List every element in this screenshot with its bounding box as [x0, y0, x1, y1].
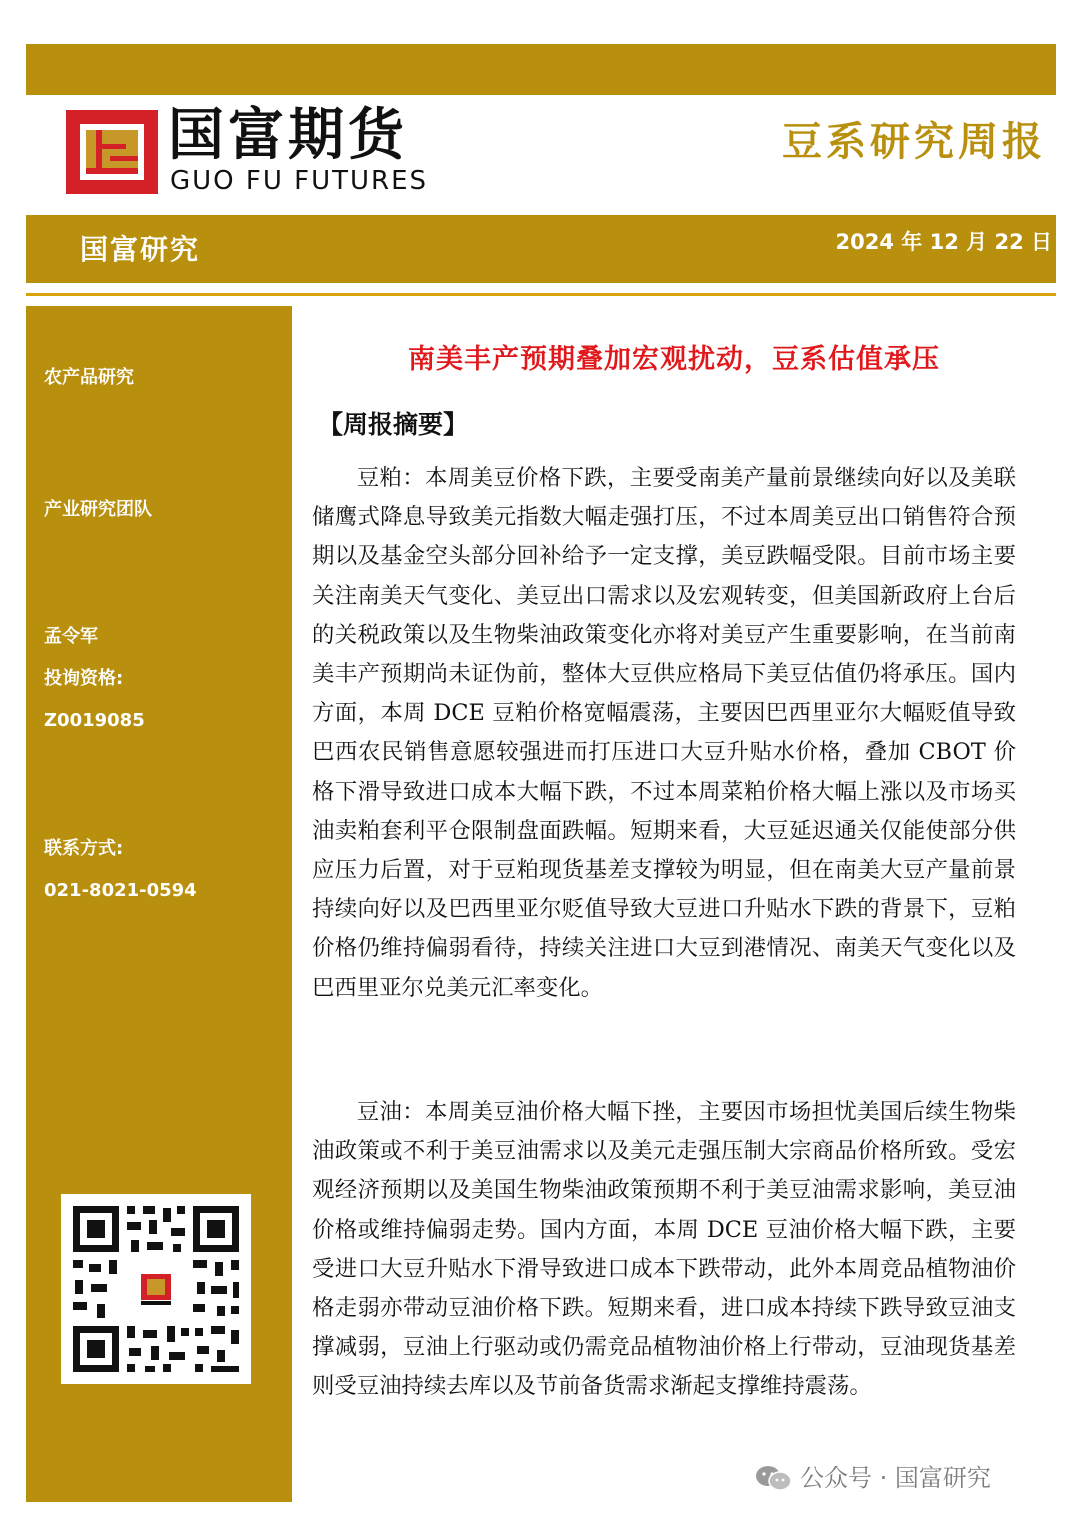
sidebar-team: 产业研究团队: [44, 499, 152, 520]
brand-name-en: GUO FU FUTURES: [170, 166, 429, 196]
wechat-icon: [754, 1464, 794, 1492]
guofu-logo-icon: [66, 110, 158, 194]
qualification-id: Z0019085: [44, 710, 145, 731]
qr-code-icon: [61, 1194, 251, 1384]
qr-code-card: [61, 1194, 251, 1384]
paragraph-soyoil: 豆油：本周美豆油价格大幅下挫，主要因市场担忧美国后续生物柴油政策或不利于美豆油需求以及美元走强压制大宗商品价格所致。受宏观经济预期以及美国生物柴油政策预期不利于美豆油需求影响，美豆油价格或维持偏弱走势。国内方面，本周 DCE 豆油价格大幅下跌，主要受进口大豆升贴水下滑导致进口成本下跌带动，此外本周竞品植物油价格走弱亦带动豆油价格下跌。短期来看，进口成本持续下跌导致豆油支撑减弱，豆油上行驱动或仍需竞品植物油价格上行带动，豆油现货基差则受豆油持续去库以及节前备货需求渐起支撑维持震荡。: [312, 1099, 1016, 1400]
brand-name-cn: 国富期货: [168, 103, 408, 168]
article-title: 南美丰产预期叠加宏观扰动，豆系估值承压: [408, 344, 940, 375]
qualification-label: 投询资格:: [44, 668, 124, 689]
report-date: 2024 年 12 月 22 日: [835, 230, 1052, 254]
header-top-bar: [26, 44, 1056, 95]
contact-label: 联系方式:: [44, 838, 124, 859]
divider-line: [26, 293, 1056, 296]
footer-watermark: 公众号 · 国富研究: [800, 1464, 991, 1492]
report-title: 豆系研究周报: [782, 118, 1046, 165]
paragraph-soymeal: 豆粕：本周美豆价格下跌，主要受南美产量前景继续向好以及美联储鹰式降息导致美元指数大幅走强打压，不过本周美豆出口销售符合预期以及基金空头部分回补给予一定支撑，美豆跌幅受限。目前市场主要关注南美天气变化、美豆出口需求以及宏观转变，但美国新政府上台后的关税政策以及生物柴油政策变化亦将对美豆产生重要影响，在当前南美丰产预期尚未证伪前，整体大豆供应格局下美豆估值仍将承压。国内方面，本周 DCE 豆粕价格宽幅震荡，主要因巴西里亚尔大幅贬值导致巴西农民销售意愿较强进而打压进口大豆升贴水价格，叠加 CBOT 价格下滑导致进口成本大幅下跌，不过本周菜粕价格大幅上涨以及市场买油卖粕套利平仓限制盘面跌幅。短期来看，大豆延迟通关仅能使部分供应压力后置，对于豆粕现货基差支撑较为明显，但在南美大豆产量前景持续向好以及巴西里亚尔贬值导致大豆进口升贴水下跌的背景下，豆粕价格仍维持偏弱看待，持续关注进口大豆到港情况、南美天气变化以及巴西里亚尔兑美元汇率变化。: [312, 465, 1016, 1001]
analyst-name: 孟令军: [44, 626, 98, 647]
summary-label: 【周报摘要】: [318, 410, 469, 439]
sidebar-department: 农产品研究: [44, 367, 134, 388]
contact-phone: 021-8021-0594: [44, 880, 197, 901]
band-title: 国富研究: [80, 233, 201, 266]
